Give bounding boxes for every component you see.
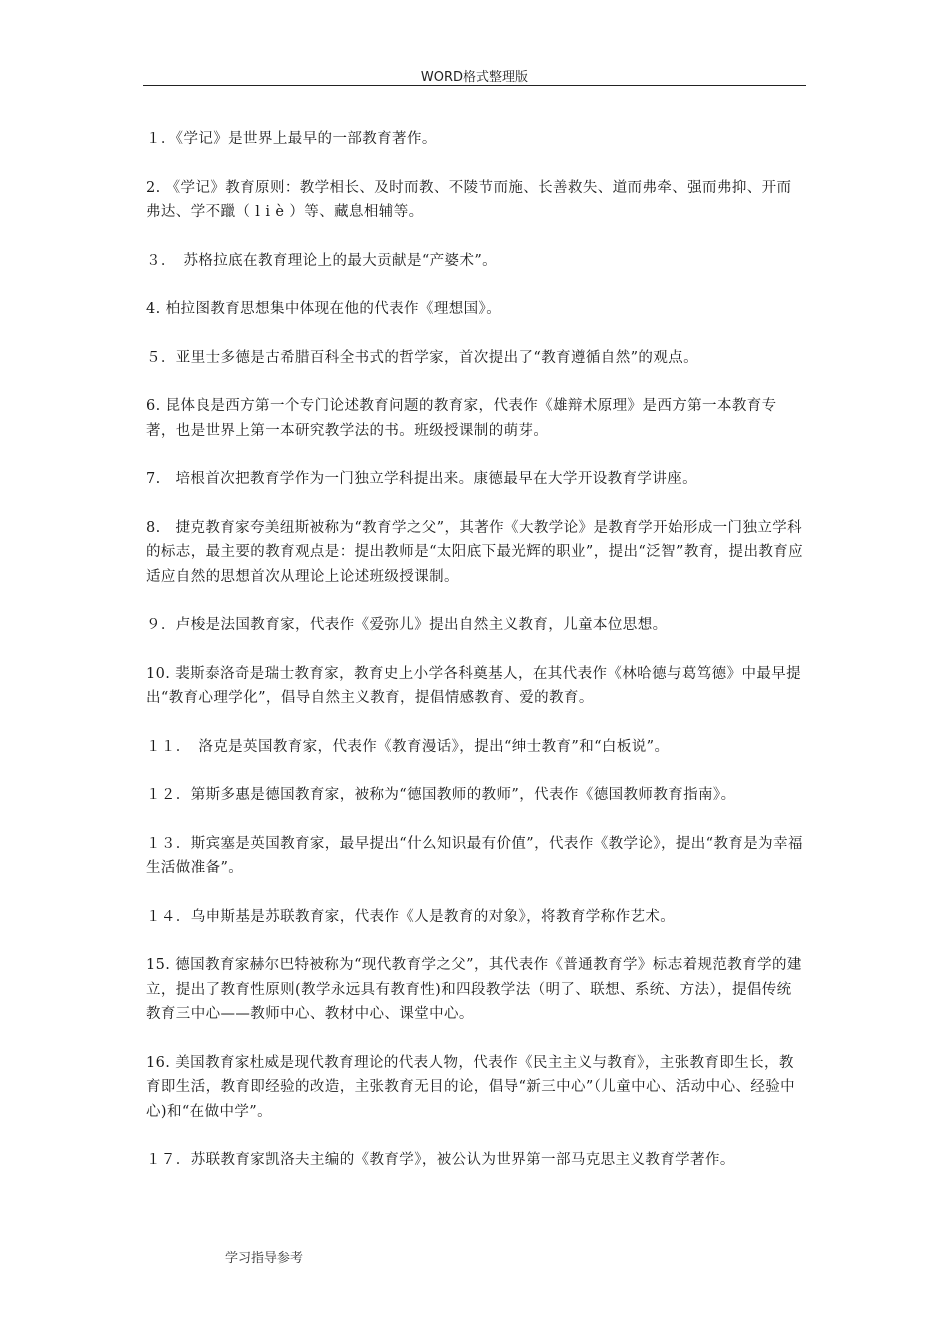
paragraph-11: １１． 洛克是英国教育家，代表作《教育漫话》，提出“绅士教育”和“白板说”。 bbox=[146, 738, 670, 755]
paragraph-10: 10. 裴斯泰洛奇是瑞士教育家，教育史上小学各科奠基人，在其代表作《林哈德与葛笃德》中最早提出“教育心理学化”，倡导自然主义教育，提倡情感教育、爱的教育。 bbox=[146, 665, 802, 706]
paragraph-7: 7. 培根首次把教育学作为一门独立学科提出来。康德最早在大学开设教育学讲座。 bbox=[146, 471, 698, 487]
paragraph-16: 16. 美国教育家杜威是现代教育理论的代表人物，代表作《民主主义与教育》，主张教育即生长，教育即生活，教育即经验的改造，主张教育无目的论，倡导“新三中心”（儿童中心、活动中心、经验中心)和“在做中学”。 bbox=[146, 1054, 796, 1120]
page-header: WORD格式整理版 bbox=[420, 70, 529, 85]
page-footer: 学习指导参考 bbox=[225, 1251, 304, 1266]
paragraph-3: ３． 苏格拉底在教育理论上的最大贡献是“产婆术”。 bbox=[146, 252, 498, 269]
document-body bbox=[146, 127, 806, 1173]
paragraph-8: 8. 捷克教育家夸美纽斯被称为“教育学之父”，其著作《大教学论》是教育学开始形成一门独立学科的标志，最主要的教育观点是：提出教师是“太阳底下最光辉的职业”，提出“泛智”教育，提出教育应适应自然的思想首次从理论上论述班级授课制。 bbox=[146, 519, 804, 585]
paragraph-1: １．《学记》是世界上最早的一部教育著作。 bbox=[146, 131, 437, 147]
paragraph-12: １２．第斯多惠是德国教育家，被称为“德国教师的教师”，代表作《德国教师教育指南》。 bbox=[146, 787, 736, 803]
paragraph-9: ９．卢梭是法国教育家，代表作《爱弥儿》提出自然主义教育，儿童本位思想。 bbox=[146, 617, 668, 633]
paragraph-15: 15. 德国教育家赫尔巴特被称为“现代教育学之父”，其代表作《普通教育学》标志着规范教育学的建立，提出了教育性原则(教学永远具有教育性)和四段教学法（明了、联想、系统、方法），提倡传统教育三中心——教师中心、教材中心、课堂中心。 bbox=[146, 957, 802, 1022]
header-rule bbox=[143, 85, 806, 86]
paragraph-14: １４．乌申斯基是苏联教育家，代表作《人是教育的对象》，将教育学称作艺术。 bbox=[146, 908, 676, 925]
paragraph-2: 2. 《学记》教育原则：教学相长、及时而教、不陵节而施、长善救失、道而弗牵、强而弗抑、开而弗达、学不躐（ l i è ）等、藏息相辅等。 bbox=[146, 179, 792, 220]
paragraph-5: ５．亚里士多德是古希腊百科全书式的哲学家，首次提出了“教育遵循自然”的观点。 bbox=[146, 349, 699, 366]
paragraph-13: １３．斯宾塞是英国教育家，最早提出“什么知识最有价值”，代表作《教学论》，提出“教育是为幸福生活做准备”。 bbox=[146, 835, 803, 876]
paragraph-4: 4. 柏拉图教育思想集中体现在他的代表作《理想国》。 bbox=[146, 301, 502, 317]
paragraph-6: 6. 昆体良是西方第一个专门论述教育问题的教育家，代表作《雄辩术原理》是西方第一本教育专著，也是世界上第一本研究教学法的书。班级授课制的萌芽。 bbox=[146, 398, 777, 439]
paragraph-17: １７．苏联教育家凯洛夫主编的《教育学》，被公认为世界第一部马克思主义教育学著作。 bbox=[146, 1152, 735, 1168]
